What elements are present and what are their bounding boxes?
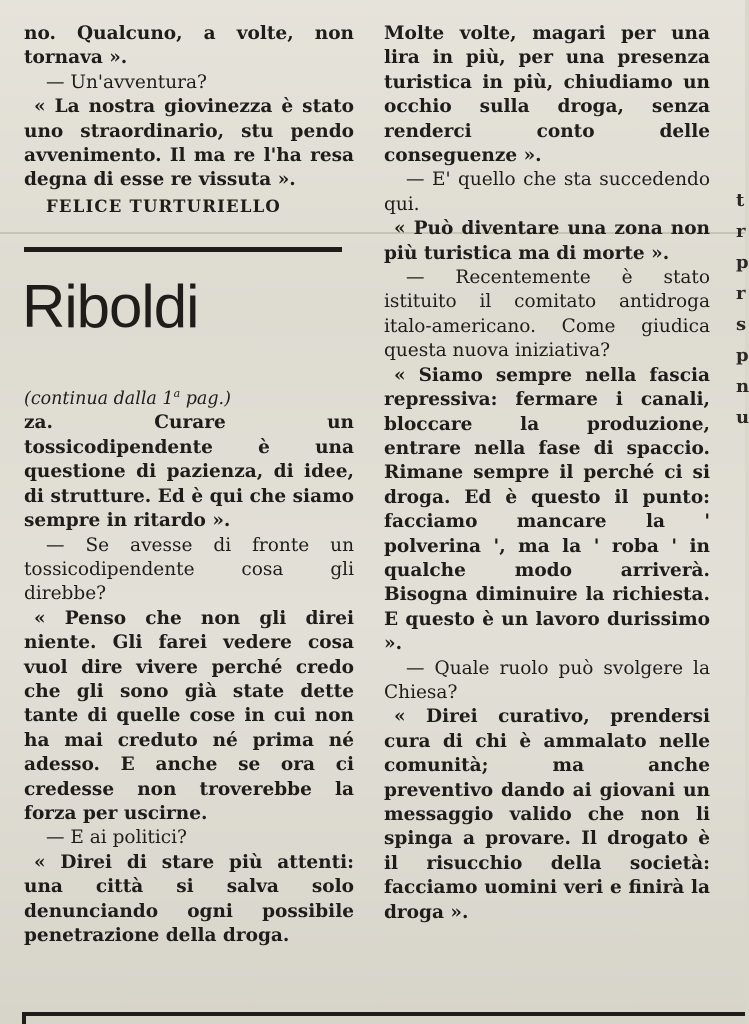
adjacent-column-fragment: t r p r s p n u — [736, 190, 749, 428]
answer-pazienza: za. Curare un tossicodipendente è una questione di pazienza, di idee, di strutture. Ed è qui che siamo sempre in ritardo ». — [24, 412, 354, 532]
author-byline: FELICE TURTURIELLO — [46, 196, 282, 216]
answer-repressiva: « Siamo sempre nella fascia repressiva: fermare i canali, bloccare la produzione, entrare nella fase di spaccio. Rimane sempre il perché ci si droga. Ed è questo il punto: facciamo mancare la ' polverina ', ma la ' roba ' in qualche modo arriverà. Bisogna diminuire la richiesta. E questo è un lavoro durissimo ». — [384, 364, 710, 655]
answer-niente: « Penso che non gli direi niente. Gli farei vedere cosa vuol dire vivere perché credo che gli sono già state dette tante di quelle cose in cui non ha mai creduto né prima né adesso. E anche se ora ci credesse non troverebbe la forza per uscirne. — [24, 607, 354, 824]
answer-curativo: « Direi curativo, prendersi cura di chi è ammalato nelle comunità; ma anche preventivo dando ai giovani un messaggio valido che non li spinga a provare. Il drogato è il risucchio della società: facciamo uomini veri e finirà la droga ». — [384, 706, 710, 923]
question-succedendo: — E' quello che sta succedendo qui. — [384, 169, 710, 215]
answer-giovinezza: « La nostra giovinezza è stato uno straordinario, stu pendo avvenimento. Il ma re l'ha resa degna di esse re vissuta ». — [24, 96, 354, 191]
left-column — [24, 22, 354, 948]
answer-end-paragraph: no. Qualcuno, a volte, non tornava ». — [24, 23, 354, 69]
answer-zona: « Può diventare una zona non più turistica ma di morte ». — [384, 218, 710, 264]
continuation-note: (continua dalla 1$^a$ pag.) — [24, 387, 231, 410]
right-column — [384, 22, 710, 925]
answer-politici: « Direi di stare più attenti: una città si salva solo denunciando ogni possibile penetrazione della droga. — [24, 851, 354, 947]
question-politici: — E ai politici? — [46, 827, 187, 849]
answer-lira: Molte volte, magari per una lira in più, per una presenza turistica in più, chiudiamo un occhio sulla droga, senza renderci conto delle conseguenze ». — [384, 23, 710, 167]
article-headline: Riboldi — [22, 273, 199, 341]
question-chiesa: — Quale ruolo può svolgere la Chiesa? — [384, 657, 710, 703]
question-tossicodipendente: — Se avesse di fronte un tossicodipendente cosa gli direbbe? — [24, 534, 354, 605]
bottom-box-border — [22, 1012, 745, 1024]
question-comitato: — Recentemente è stato istituito il comitato antidroga italo-americano. Come giudica questa nuova iniziativa? — [384, 267, 710, 362]
question-avventura: — Un'avventura? — [46, 71, 207, 93]
section-divider-rule — [24, 247, 342, 252]
